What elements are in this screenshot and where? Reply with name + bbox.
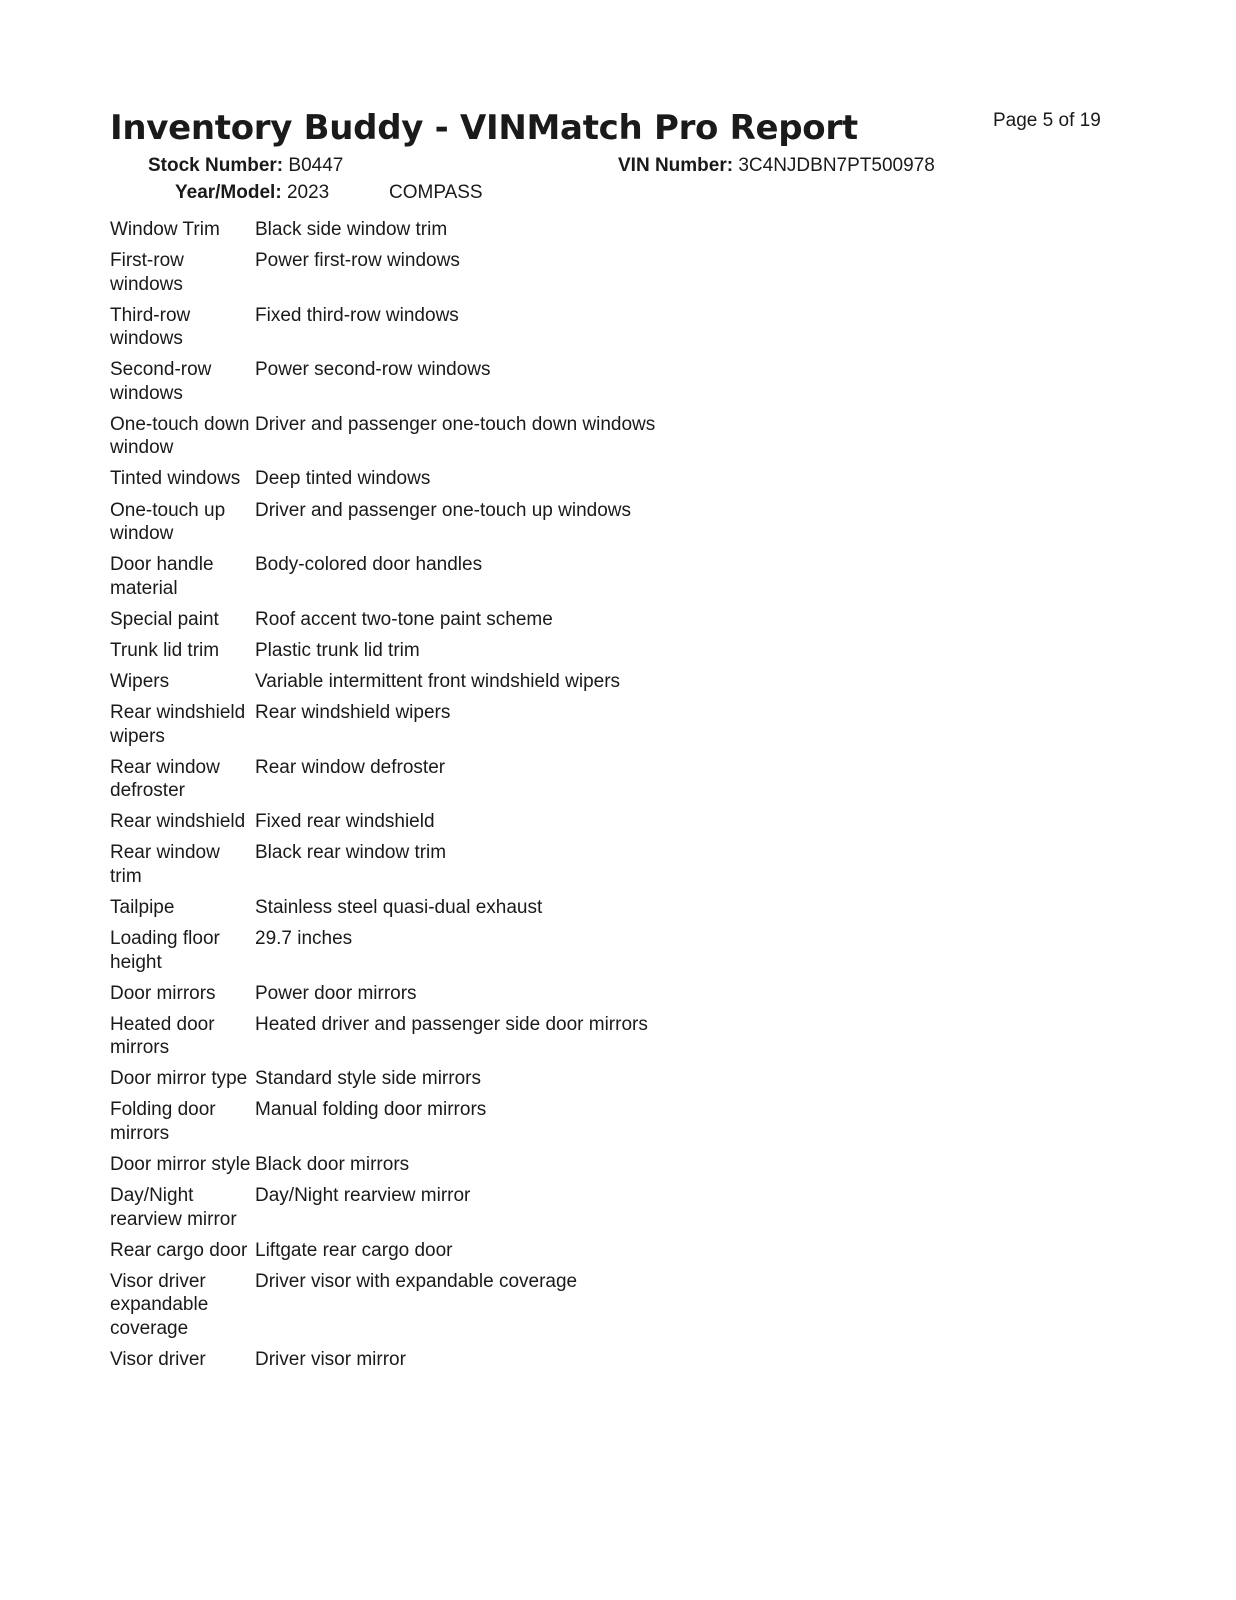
feature-value: Fixed rear windshield — [255, 811, 435, 833]
vin-number — [618, 155, 935, 177]
feature-value: Stainless steel quasi-dual exhaust — [255, 896, 543, 918]
feature-value: Power second-row windows — [255, 359, 491, 381]
feature-row — [110, 756, 810, 803]
feature-value: Driver and passenger one-touch down windows — [255, 413, 656, 435]
feature-label: Rear window trim — [110, 842, 220, 887]
feature-row — [110, 1348, 810, 1372]
stock-number-value: B0447 — [288, 155, 344, 176]
feature-row — [110, 896, 810, 920]
feature-value: Rear window defroster — [255, 756, 446, 778]
feature-value: Driver visor with expandable coverage — [255, 1270, 578, 1292]
feature-row — [110, 1013, 810, 1060]
feature-value: Power first-row windows — [255, 250, 460, 272]
stock-number — [148, 155, 343, 177]
vin-number-label: VIN Number: — [618, 155, 734, 176]
feature-label: Special paint — [110, 608, 219, 630]
feature-row — [110, 249, 810, 296]
feature-value: Fixed third-row windows — [255, 304, 459, 326]
feature-row — [110, 304, 810, 351]
feature-row — [110, 553, 810, 600]
year-model-label: Year/Model: — [175, 182, 282, 203]
feature-row — [110, 467, 810, 491]
feature-value: Power door mirrors — [255, 982, 417, 1004]
feature-label: Visor driver expandable coverage — [110, 1270, 209, 1339]
feature-label: One-touch up window — [110, 499, 226, 545]
stock-number-label: Stock Number: — [148, 155, 284, 176]
feature-value: Driver and passenger one-touch up windows — [255, 499, 631, 521]
feature-label: Door mirrors — [110, 982, 216, 1004]
feature-label: One-touch down window — [110, 413, 250, 459]
feature-value: Black rear window trim — [255, 842, 447, 864]
feature-row — [110, 1067, 810, 1091]
feature-label: Tinted windows — [110, 468, 241, 490]
feature-value: Standard style side mirrors — [255, 1068, 481, 1090]
feature-label: Third-row windows — [110, 304, 191, 350]
feature-value: Variable intermittent front windshield wipers — [255, 670, 621, 692]
feature-label: Rear cargo door — [110, 1239, 248, 1261]
feature-value: Plastic trunk lid trim — [255, 639, 420, 661]
feature-label: Tailpipe — [110, 896, 175, 918]
feature-value: Black side window trim — [255, 219, 448, 240]
feature-row — [110, 218, 810, 242]
feature-row — [110, 1098, 810, 1145]
feature-label: Door mirror type — [110, 1068, 248, 1090]
report-title: Inventory Buddy - VINMatch Pro Report — [110, 108, 858, 148]
feature-row — [110, 670, 810, 694]
feature-row — [110, 1239, 810, 1263]
feature-value: Day/Night rearview mirror — [255, 1185, 471, 1207]
feature-row — [110, 810, 810, 834]
feature-row — [110, 608, 810, 632]
year-value: 2023 — [286, 182, 330, 203]
feature-label: Rear windshield wipers — [110, 702, 246, 747]
feature-row — [110, 639, 810, 663]
feature-value: Heated driver and passenger side door mirrors — [255, 1013, 648, 1035]
feature-row — [110, 982, 810, 1006]
feature-value: Deep tinted windows — [255, 468, 431, 490]
feature-label: Day/Night rearview mirror — [110, 1185, 237, 1230]
feature-label: Heated door mirrors — [110, 1013, 215, 1059]
feature-label: Rear window defroster — [110, 756, 220, 802]
feature-value: Roof accent two-tone paint scheme — [255, 608, 553, 630]
feature-label: Folding door mirrors — [110, 1099, 216, 1144]
feature-row — [110, 1153, 810, 1177]
feature-row — [110, 1270, 810, 1341]
feature-row — [110, 413, 810, 460]
feature-value: Liftgate rear cargo door — [255, 1239, 453, 1261]
feature-value: Manual folding door mirrors — [255, 1099, 487, 1121]
feature-value: Black door mirrors — [255, 1153, 410, 1175]
feature-row — [110, 927, 810, 974]
feature-label: First-row windows — [110, 250, 184, 295]
feature-list — [110, 218, 810, 1379]
feature-label: Rear windshield — [110, 811, 246, 833]
feature-value: Body-colored door handles — [255, 554, 483, 576]
feature-label: Trunk lid trim — [110, 639, 220, 661]
feature-value: Rear windshield wipers — [255, 702, 451, 724]
feature-label: Second-row windows — [110, 359, 212, 404]
feature-value: Driver visor mirror — [255, 1348, 406, 1370]
feature-label: Door mirror style — [110, 1153, 251, 1175]
feature-row — [110, 841, 810, 888]
page-number: Page 5 of 19 — [993, 110, 1101, 131]
feature-row — [110, 499, 810, 546]
feature-row — [110, 358, 810, 405]
feature-label: Window Trim — [110, 219, 220, 240]
year-model — [175, 182, 329, 204]
feature-row — [110, 1184, 810, 1231]
feature-label: Wipers — [110, 670, 170, 692]
feature-label: Door handle material — [110, 554, 214, 599]
vin-number-value: 3C4NJDBN7PT500978 — [738, 155, 935, 176]
feature-label: Loading floor height — [110, 928, 220, 973]
feature-value: 29.7 inches — [255, 928, 353, 949]
feature-row — [110, 701, 810, 748]
feature-label: Visor driver — [110, 1348, 206, 1370]
model-value: COMPASS — [389, 182, 483, 203]
